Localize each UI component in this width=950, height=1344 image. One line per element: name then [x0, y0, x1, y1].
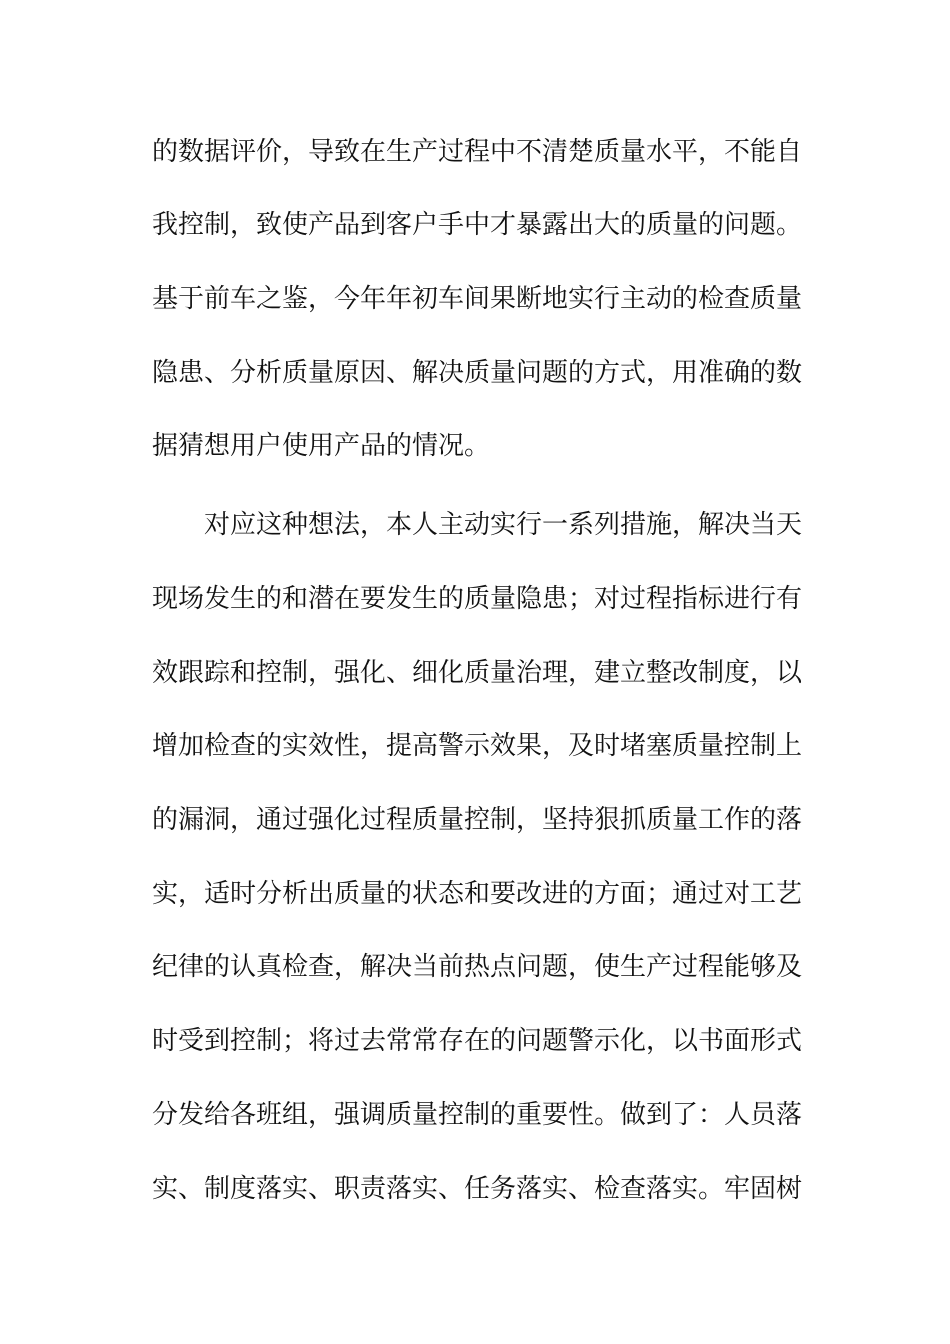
text-line: 我控制，致使产品到客户手中才暴露出大的质量的问题。: [152, 210, 803, 240]
text-line: 增加检查的实效性，提高警示效果，及时堵塞质量控制上: [152, 731, 803, 761]
text-line: 时受到控制；将过去常常存在的问题警示化，以书面形式: [152, 1026, 803, 1056]
text-line: 实，适时分析出质量的状态和要改进的方面；通过对工艺: [152, 879, 803, 909]
text-line: 实、制度落实、职责落实、任务落实、检查落实。牢固树: [152, 1174, 803, 1204]
text-line: 分发给各班组，强调质量控制的重要性。做到了：人员落: [152, 1100, 803, 1130]
text-line: 现场发生的和潜在要发生的质量隐患；对过程指标进行有: [152, 584, 803, 614]
text-line: 基于前车之鉴，今年年初车间果断地实行主动的检查质量: [152, 284, 803, 314]
text-line: 据猜想用户使用产品的情况。: [152, 431, 491, 461]
text-line: 对应这种想法，本人主动实行一系列措施，解决当天: [204, 510, 803, 540]
text-line: 纪律的认真检查，解决当前热点问题，使生产过程能够及: [152, 952, 803, 982]
text-line: 隐患、分析质量原因、解决质量问题的方式，用准确的数: [152, 358, 803, 388]
text-line: 效跟踪和控制，强化、细化质量治理，建立整改制度，以: [152, 658, 803, 688]
text-line: 的数据评价，导致在生产过程中不清楚质量水平，不能自: [152, 137, 803, 167]
text-line: 的漏洞，通过强化过程质量控制，坚持狠抓质量工作的落: [152, 805, 803, 835]
